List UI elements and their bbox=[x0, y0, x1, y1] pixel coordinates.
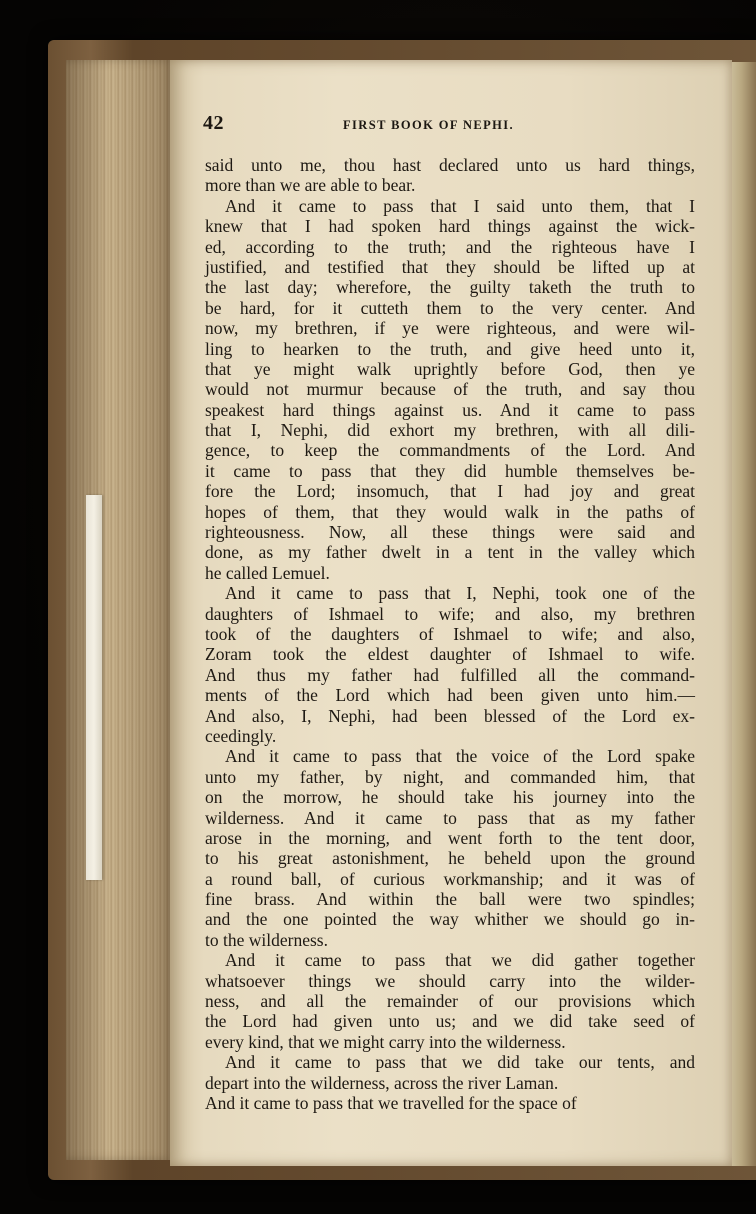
text-line: fore the Lord; insomuch, that I had joy and great bbox=[205, 481, 695, 502]
text-line: and the one pointed the way whither we should go in- bbox=[205, 909, 695, 930]
text-line: that ye might walk uprightly before God, then ye bbox=[205, 358, 695, 379]
text-line: arose in the morning, and went forth to the tent door, bbox=[205, 827, 695, 848]
text-line: would not murmur because of the truth, and say thou bbox=[205, 379, 695, 400]
text-line: Zoram took the eldest daughter of Ishmael to wife. bbox=[205, 644, 695, 665]
text-line: ceedingly. bbox=[205, 725, 277, 746]
paragraph bbox=[205, 1052, 695, 1093]
text-line: daughters of Ishmael to wife; and also, my brethren bbox=[205, 603, 695, 624]
text-line: justified, and testified that they should be lifted up at bbox=[205, 256, 695, 277]
paragraph bbox=[205, 746, 695, 950]
text-line: unto my father, by night, and commanded him, that bbox=[205, 766, 695, 787]
paragraph bbox=[205, 950, 695, 1052]
text-line: the last day; wherefore, the guilty taketh the truth to bbox=[205, 277, 695, 298]
text-line: wilderness. And it came to pass that as my father bbox=[205, 807, 695, 828]
text-line: it came to pass that they did humble themselves be- bbox=[205, 460, 695, 481]
text-line: whatsoever things we should carry into the wilder- bbox=[205, 970, 695, 991]
text-line: And it came to pass that we did take our tents, and bbox=[225, 1052, 695, 1073]
text-line: now, my brethren, if ye were righteous, and were wil- bbox=[205, 318, 695, 339]
text-line: And it came to pass that I said unto them, that I bbox=[225, 195, 695, 216]
text-line: knew that I had spoken hard things against the wick- bbox=[205, 216, 695, 237]
text-line: said unto me, thou hast declared unto us hard things, bbox=[205, 155, 695, 175]
text-line: he called Lemuel. bbox=[205, 562, 330, 583]
text-line: And it came to pass that we travelled for the space of bbox=[205, 1092, 577, 1113]
text-line: ling to hearken to the truth, and give heed unto it, bbox=[205, 338, 695, 359]
text-line: that I, Nephi, did exhort my brethren, with all dili- bbox=[205, 420, 695, 441]
text-line: And it came to pass that the voice of the Lord spake bbox=[225, 746, 695, 767]
text-line: fine brass. And within the ball were two spindles; bbox=[205, 889, 695, 910]
text-line: And thus my father had fulfilled all the command- bbox=[205, 664, 695, 685]
facing-page-edge bbox=[732, 62, 756, 1166]
text-line: to the wilderness. bbox=[205, 929, 328, 950]
text-line: to his great astonishment, he beheld upon the ground bbox=[205, 848, 695, 869]
text-line: speakest hard things against us. And it came to pass bbox=[205, 399, 695, 420]
text-line: And it came to pass that we did gather together bbox=[225, 950, 695, 971]
text-line: on the morrow, he should take his journey into the bbox=[205, 787, 695, 808]
text-line: hopes of them, that they would walk in the paths of bbox=[205, 501, 695, 522]
page-header bbox=[203, 112, 693, 142]
running-head: FIRST BOOK OF NEPHI. bbox=[343, 118, 515, 132]
body-text bbox=[205, 155, 695, 1113]
text-line: depart into the wilderness, across the river Laman. bbox=[205, 1072, 559, 1093]
text-line: took of the daughters of Ishmael to wife; and also, bbox=[205, 623, 695, 644]
paragraph bbox=[205, 1093, 695, 1113]
text-line: righteousness. Now, all these things were said and bbox=[205, 522, 695, 543]
text-line: And it came to pass that I, Nephi, took one of the bbox=[225, 583, 695, 604]
text-line: the Lord had given unto us; and we did take seed of bbox=[205, 1011, 695, 1032]
text-line: every kind, that we might carry into the wilderness. bbox=[205, 1031, 566, 1052]
text-line: And also, I, Nephi, had been blessed of the Lord ex- bbox=[205, 705, 695, 726]
text-line: gence, to keep the commandments of the Lord. And bbox=[205, 440, 695, 461]
page-edges-shading bbox=[66, 60, 174, 1160]
page-number: 42 bbox=[203, 112, 224, 134]
paragraph bbox=[205, 196, 695, 583]
text-line: done, as my father dwelt in a tent in the valley which bbox=[205, 542, 695, 563]
bookmark-slip bbox=[86, 495, 102, 880]
text-line: more than we are able to bear. bbox=[205, 175, 416, 196]
text-line: ness, and all the remainder of our provisions which bbox=[205, 991, 695, 1012]
text-line: be hard, for it cutteth them to the very center. And bbox=[205, 297, 695, 318]
paragraph bbox=[205, 155, 695, 196]
text-line: ments of the Lord which had been given unto him.— bbox=[205, 685, 695, 706]
paragraph bbox=[205, 583, 695, 746]
text-line: a round ball, of curious workmanship; and it was of bbox=[205, 868, 695, 889]
text-line: ed, according to the truth; and the righteous have I bbox=[205, 236, 695, 257]
